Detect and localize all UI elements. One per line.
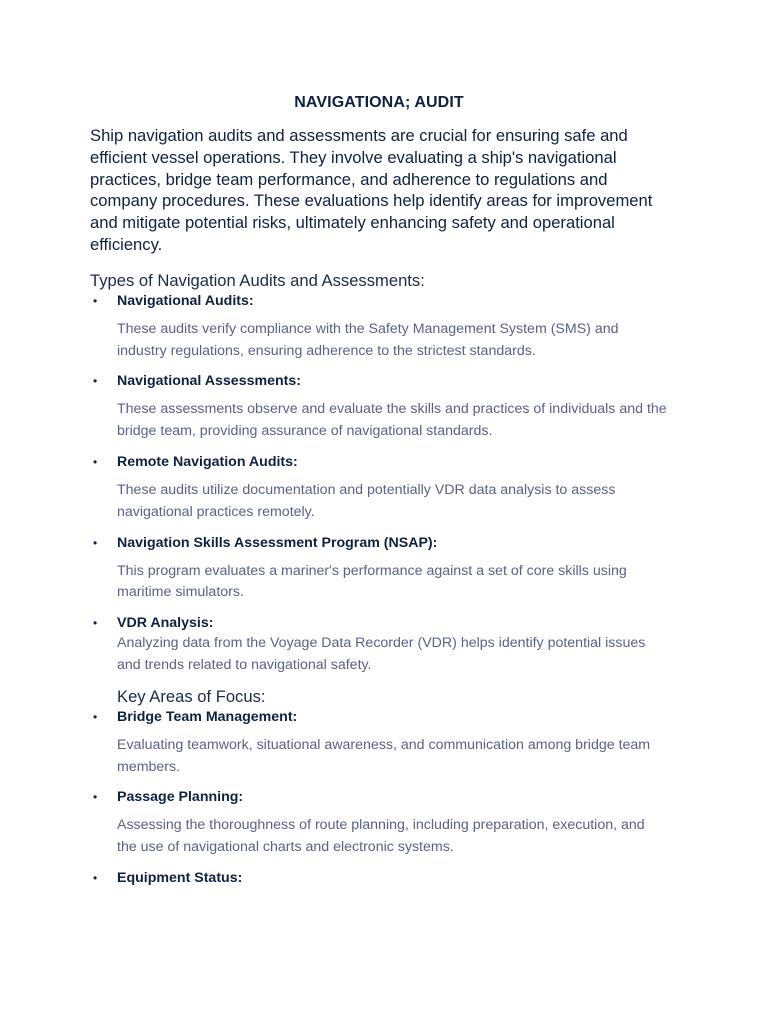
item-description: Evaluating teamwork, situational awareness, and communication among bridge team members. (117, 736, 651, 775)
item-title: Bridge Team Management: (117, 708, 298, 725)
list-item (90, 869, 668, 887)
item-description: These audits verify compliance with the Safety Management System (SMS) and industry regulations, ensuring adherence to the strictest standards. (117, 320, 619, 359)
item-title: Navigational Audits: (117, 292, 254, 309)
item-description: Analyzing data from the Voyage Data Recorder (VDR) helps identify potential issues and trends related to navigational safety. (117, 635, 646, 673)
types-heading: Types of Navigation Audits and Assessments: (90, 270, 425, 290)
focus-heading: Key Areas of Focus: (117, 686, 266, 706)
item-title: Passage Planning: (117, 789, 244, 806)
list-item (90, 534, 668, 605)
item-title: Navigation Skills Assessment Program (NSAP): (117, 534, 438, 551)
bullet-icon: • (93, 870, 98, 885)
item-description: These assessments observe and evaluate the skills and practices of individuals and the bridge team, providing assurance of navigational standards. (117, 401, 667, 440)
intro-paragraph: Ship navigation audits and assessments are crucial for ensuring safe and efficient vessel operations. They involve evaluating a ship's navigational practices, bridge team performance, and adherence to regulations and company procedures. These evaluations help identify areas for improvement and mitigate potential risks, ultimately enhancing safety and operational efficiency. (90, 126, 653, 254)
list-item (90, 614, 668, 677)
item-title: Remote Navigation Audits: (117, 453, 298, 470)
bullet-icon: • (93, 616, 98, 631)
types-list (90, 292, 668, 677)
item-description: Assessing the thoroughness of route planning, including preparation, execution, and the use of navigational charts and electronic systems. (117, 817, 645, 856)
bullet-icon: • (93, 374, 98, 389)
item-description: These audits utilize documentation and potentially VDR data analysis to assess navigational practices remotely. (117, 481, 616, 520)
focus-list (90, 708, 668, 887)
bullet-icon: • (93, 454, 98, 469)
bullet-icon: • (93, 790, 98, 805)
item-title: Navigational Assessments: (117, 373, 301, 390)
document-title: NAVIGATIONA; AUDIT (294, 94, 464, 111)
bullet-icon: • (93, 293, 98, 308)
list-item (90, 292, 668, 363)
list-item (90, 372, 668, 443)
list-item (90, 708, 668, 779)
item-title: VDR Analysis: (117, 615, 214, 632)
list-item (90, 788, 668, 859)
item-description: This program evaluates a mariner's performance against a set of core skills using maritime simulators. (117, 562, 627, 601)
list-item (90, 453, 668, 524)
item-title: Equipment Status: (117, 869, 243, 886)
bullet-icon: • (93, 535, 98, 550)
bullet-icon: • (93, 709, 98, 724)
